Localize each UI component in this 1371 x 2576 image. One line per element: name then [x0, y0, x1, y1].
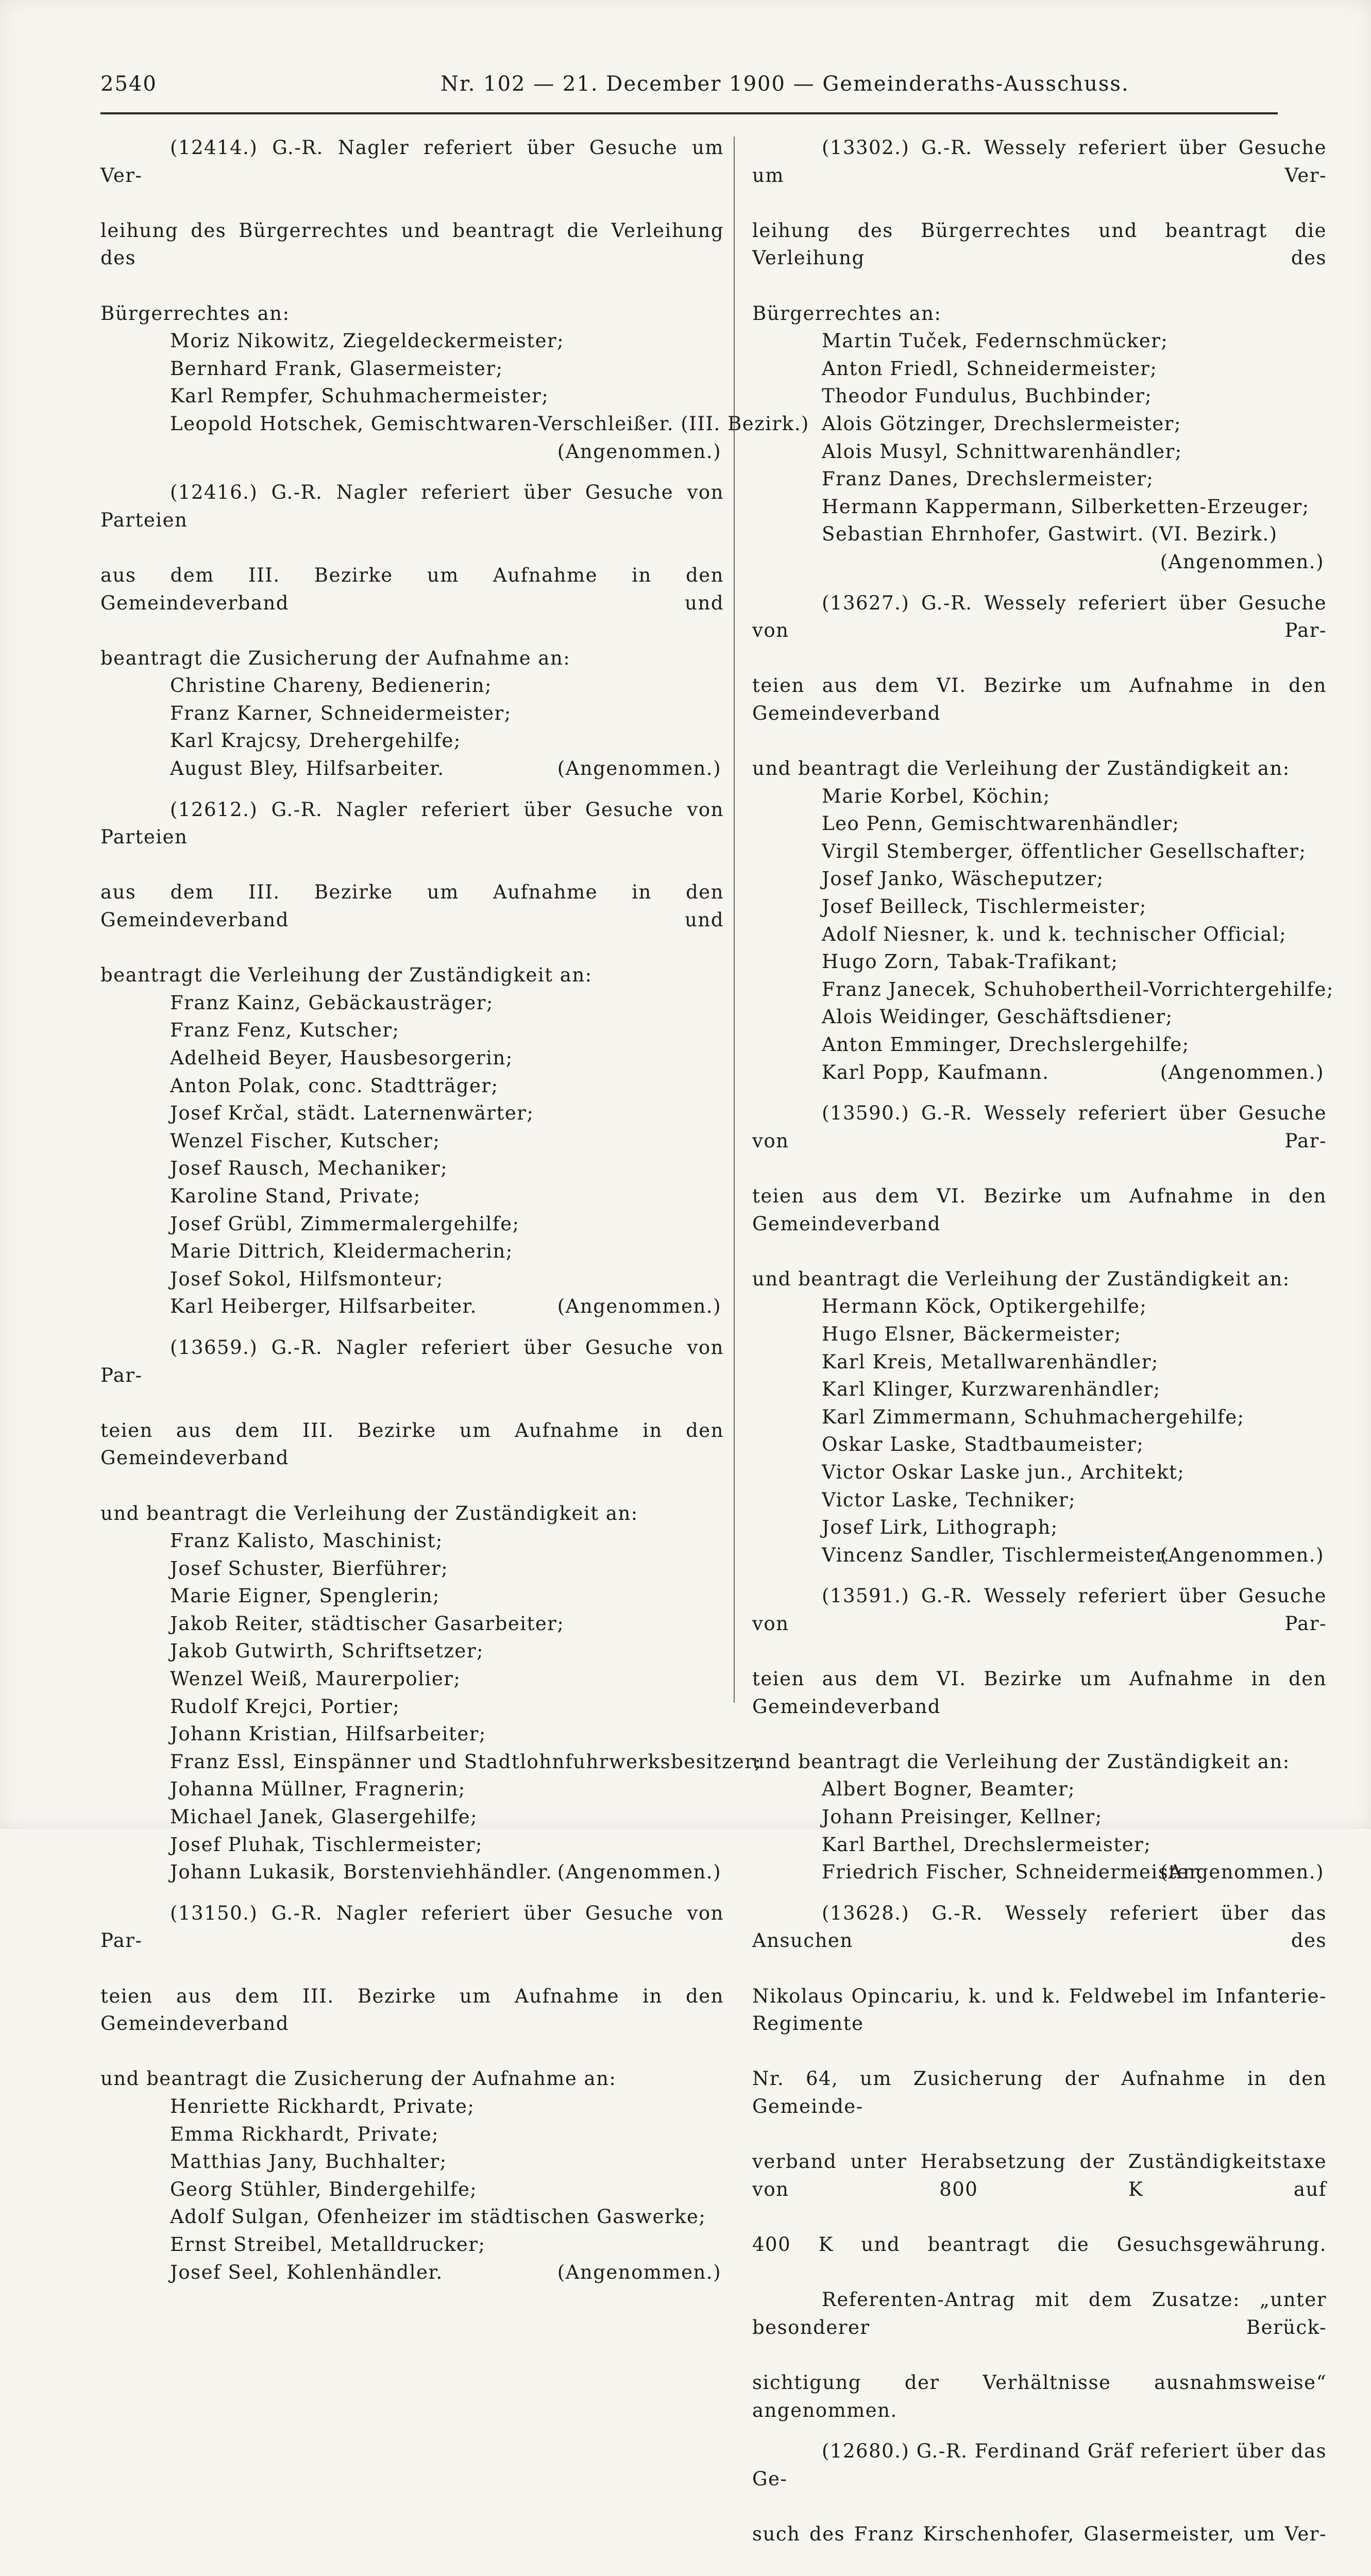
entry-text-line: (12416.) G.-R. Nagler referiert über Gesuche von Parteien: [100, 481, 724, 531]
applicant-name-text: Virgil Stemberger, öffentlicher Gesellschafter;: [822, 840, 1307, 862]
applicant-name: [752, 355, 1327, 383]
applicant-name-text: Martin Tuček, Federnschmücker;: [822, 330, 1169, 352]
entry-12416: [100, 479, 724, 796]
applicant-name: [752, 865, 1327, 893]
applicant-name: [752, 327, 1327, 355]
applicant-name: [100, 1044, 724, 1072]
applicant-name: [100, 1099, 724, 1127]
entry-12612: [100, 796, 724, 1334]
entry-text-line: (13150.) G.-R. Nagler referiert über Gesuche von Par-: [100, 1902, 724, 1952]
applicant-name: [100, 1693, 724, 1721]
entry-text-line: Bürgerrechtes an:: [752, 302, 942, 325]
applicant-name: [100, 1748, 762, 1776]
applicant-name: [100, 1127, 724, 1155]
applicant-name: [752, 1775, 1327, 1803]
applicant-name-text: Hermann Kappermann, Silberketten-Erzeuger;: [822, 495, 1310, 518]
entry-text-line: (13590.) G.-R. Wessely referiert über Gesuche von Par-: [752, 1102, 1327, 1152]
applicant-name: [100, 1831, 724, 1859]
applicant-name-text: Victor Laske, Techniker;: [822, 1488, 1076, 1511]
entry-text-line: beantragt die Verleihung der Zuständigkeit an:: [100, 964, 593, 987]
entry-text-line: teien aus dem VI. Bezirke um Aufnahme in den Gemeindeverband: [752, 674, 1327, 724]
applicant-name: [100, 1265, 724, 1293]
applicant-name-text: Karl Zimmermann, Schuhmachergehilfe;: [822, 1405, 1245, 1428]
applicant-name-text: Marie Korbel, Köchin;: [822, 785, 1051, 807]
applicant-name: [100, 1527, 724, 1555]
applicant-name: [100, 989, 724, 1017]
applicant-name: [752, 465, 1327, 493]
entry-text-line: Referenten-Antrag mit dem Zusatze: „unter besonderer Berück-: [752, 2289, 1327, 2338]
entry-text-line: und beantragt die Verleihung der Zuständigkeit an:: [752, 1750, 1290, 1773]
entry-text-line: und beantragt die Verleihung der Zuständigkeit an:: [752, 757, 1290, 780]
applicant-name-text: Alois Weidinger, Geschäftsdiener;: [822, 1006, 1173, 1028]
entry-text-line: aus dem III. Bezirke um Aufnahme in den Gemeindeverband und: [100, 564, 724, 614]
applicant-name: [100, 2148, 724, 2176]
applicant-name-text: Theodor Fundulus, Buchbinder;: [822, 385, 1153, 408]
applicant-name-text: Alois Musyl, Schnittwarenhändler;: [822, 440, 1182, 463]
entry-text-line: und beantragt die Zusicherung der Aufnahme an:: [100, 2067, 617, 2090]
applicant-name-text: Karl Popp, Kaufmann.: [822, 1061, 1050, 1083]
applicant-name: [100, 327, 724, 355]
applicant-name-text: Bernhard Frank, Glasermeister;: [170, 357, 503, 380]
applicant-name: [752, 1514, 1327, 1541]
applicant-name: [100, 672, 724, 700]
entry-text-line: (12680.) G.-R. Ferdinand Gräf referiert über das Ge-: [752, 2440, 1327, 2490]
applicant-name: [100, 1582, 724, 1610]
applicant-name: [752, 1803, 1327, 1831]
applicant-name-text: Karl Klinger, Kurzwarenhändler;: [822, 1378, 1161, 1401]
applicant-name-text: Henriette Rickhardt, Private;: [170, 2095, 475, 2117]
applicant-name-text: Hermann Köck, Optikergehilfe;: [822, 1295, 1147, 1318]
result-accepted: (Angenommen.): [557, 1861, 721, 1884]
applicant-name: [752, 1031, 1327, 1059]
applicant-name-text: Josef Pluhak, Tischlermeister;: [170, 1833, 483, 1856]
applicant-name-text: Karl Rempfer, Schuhmachermeister;: [170, 385, 549, 408]
applicant-name-text: Hugo Elsner, Bäckermeister;: [822, 1323, 1122, 1345]
page-header: [100, 72, 1275, 103]
applicant-name-text: Karoline Stand, Private;: [170, 1184, 421, 1207]
applicant-name: [752, 838, 1327, 866]
applicant-name: [100, 2093, 724, 2121]
entry-text-line: Nikolaus Opincariu, k. und k. Feldwebel im Infanterie-Regimente: [752, 1985, 1327, 2035]
applicant-name-text: Josef Rausch, Mechaniker;: [170, 1157, 448, 1180]
entry-text-line: und beantragt die Verleihung der Zuständigkeit an:: [752, 1267, 1290, 1290]
applicant-name-text: Jakob Gutwirth, Schriftsetzer;: [170, 1640, 484, 1663]
applicant-name: [752, 948, 1327, 976]
entry-text-line: (13659.) G.-R. Nagler referiert über Gesuche von Par-: [100, 1336, 724, 1386]
applicant-name: [100, 1293, 724, 1320]
applicant-name-text: Sebastian Ehrnhofer, Gastwirt. (VI. Bezirk.): [822, 523, 1278, 546]
applicant-name: [752, 921, 1327, 948]
applicant-name: [752, 410, 1327, 438]
entry-12414: [100, 134, 809, 479]
applicant-name-text: Karl Heiberger, Hilfsarbeiter.: [170, 1295, 477, 1318]
applicant-name-text: August Bley, Hilfsarbeiter.: [170, 757, 445, 780]
applicant-name-text: Josef Beilleck, Tischlermeister;: [822, 895, 1147, 918]
applicant-name-text: Franz Kalisto, Maschinist;: [170, 1530, 443, 1552]
applicant-name-text: Franz Fenz, Kutscher;: [170, 1019, 400, 1042]
header-rule: [100, 112, 1278, 114]
entry-text-line: Bürgerrechtes an:: [100, 302, 290, 325]
applicant-name-text: Franz Essl, Einspänner und Stadtlohnfuhrwerksbesitzer;: [170, 1750, 762, 1773]
applicant-name-text: Josef Lirk, Lithograph;: [822, 1516, 1058, 1539]
entry-text-line: (12414.) G.-R. Nagler referiert über Gesuche um Ver-: [100, 137, 724, 187]
entry-13627: [752, 589, 1334, 1100]
applicant-name-text: Vincenz Sandler, Tischlermeister.: [822, 1544, 1171, 1566]
entry-13659: [100, 1334, 762, 1900]
applicant-name: [100, 755, 724, 783]
applicant-name: [752, 1431, 1327, 1459]
applicant-name-text: Anton Friedl, Schneidermeister;: [822, 357, 1158, 380]
entry-gap: [752, 1886, 1327, 1900]
entry-text-line: beantragt die Zusicherung der Aufnahme an:: [100, 647, 571, 669]
applicant-name-text: Friedrich Fischer, Schneidermeister.: [822, 1861, 1204, 1884]
applicant-name-text: Matthias Jany, Buchhalter;: [170, 2150, 447, 2173]
applicant-name-text: Wenzel Fischer, Kutscher;: [170, 1129, 441, 1152]
entry-13591: [752, 1582, 1327, 1900]
entry-gap: [752, 1569, 1327, 1582]
entry-gap: [100, 1320, 724, 1334]
applicant-name-text: Karl Barthel, Drechslermeister;: [822, 1833, 1152, 1856]
entry-text-line: (13627.) G.-R. Wessely referiert über Gesuche von Par-: [752, 591, 1327, 642]
entry-text-line: und beantragt die Verleihung der Zuständigkeit an:: [100, 1502, 638, 1524]
entry-text-line: verband unter Herabsetzung der Zuständigkeitstaxe von 800 K auf: [752, 2150, 1327, 2200]
applicant-name: [752, 1003, 1327, 1031]
applicant-name: [100, 1555, 724, 1583]
result-accepted: (Angenommen.): [557, 757, 721, 780]
applicant-name-text: Franz Karner, Schneidermeister;: [170, 702, 512, 724]
applicant-name: [752, 783, 1327, 810]
applicant-name: [100, 700, 724, 727]
applicant-name-text: Leo Penn, Gemischtwarenhändler;: [822, 812, 1180, 835]
entry-text-line: (12612.) G.-R. Nagler referiert über Gesuche von Parteien: [100, 798, 724, 849]
applicant-name-text: Adelheid Beyer, Hausbesorgerin;: [170, 1047, 513, 1069]
applicant-name-text: Josef Grübl, Zimmermalergehilfe;: [170, 1212, 520, 1235]
applicant-name-text: Marie Eigner, Spenglerin;: [170, 1585, 441, 1607]
applicant-name: [752, 1293, 1327, 1320]
entry-text-line: (13591.) G.-R. Wessely referiert über Gesuche von Par-: [752, 1585, 1327, 1635]
entry-13590: [752, 1099, 1327, 1582]
entry-text-line: such des Franz Kirschenhofer, Glasermeister, um Ver-: [752, 2522, 1327, 2545]
applicant-name-text: Franz Kainz, Gebäckausträger;: [170, 991, 494, 1014]
applicant-name-text: Anton Emminger, Drechslergehilfe;: [822, 1033, 1190, 1056]
applicant-name: [100, 2176, 724, 2204]
applicant-name-text: Alois Götzinger, Drechslermeister;: [822, 412, 1181, 435]
applicant-name: [100, 410, 809, 438]
entry-gap: [100, 783, 724, 796]
left-column: [100, 134, 809, 2299]
result-accepted: (Angenommen.): [557, 2261, 721, 2283]
entry-text-line: sichtigung der Verhältnisse ausnahmsweise“ angenommen.: [752, 2371, 1327, 2421]
entry-13628: [752, 1900, 1327, 2437]
entry-13150: [100, 1900, 724, 2299]
applicant-name: [100, 1210, 724, 1238]
entry-12680: [752, 2437, 1327, 2576]
applicant-name-text: Jakob Reiter, städtischer Gasarbeiter;: [170, 1612, 565, 1635]
entry-text-line: teien aus dem VI. Bezirke um Aufnahme in den Gemeindeverband: [752, 1184, 1327, 1235]
applicant-name: [100, 2203, 724, 2231]
result-accepted: (Angenommen.): [1160, 550, 1324, 573]
applicant-name: [752, 1858, 1327, 1886]
applicant-name: [752, 1059, 1327, 1087]
applicant-name-text: Karl Krajcsy, Drehergehilfe;: [170, 730, 461, 752]
applicant-name: [100, 2259, 724, 2286]
applicant-name: [752, 976, 1334, 1004]
applicant-name: [752, 382, 1327, 410]
applicant-name: [752, 1376, 1327, 1403]
applicant-name: [100, 1803, 724, 1831]
entry-gap: [100, 2286, 724, 2299]
entry-text-line: teien aus dem III. Bezirke um Aufnahme in den Gemeindeverband: [100, 1419, 724, 1469]
applicant-name-text: Adolf Sulgan, Ofenheizer im städtischen Gaswerke;: [170, 2206, 706, 2228]
applicant-name-text: Franz Janecek, Schuhobertheil-Vorrichtergehilfe;: [822, 978, 1334, 1001]
applicant-name: [100, 727, 724, 755]
result-accepted: (Angenommen.): [557, 1295, 721, 1318]
applicant-name: [100, 1155, 724, 1182]
applicant-name-text: Michael Janek, Glasergehilfe;: [170, 1806, 478, 1828]
applicant-name-text: Josef Janko, Wäscheputzer;: [822, 868, 1104, 890]
applicant-name: [100, 1016, 724, 1044]
entry-gap: [752, 576, 1327, 589]
applicant-name-text: Josef Seel, Kohlenhändler.: [170, 2261, 443, 2283]
entry-text-line: (13628.) G.-R. Wessely referiert über das Ansuchen des: [752, 1902, 1327, 1952]
applicant-name: [752, 438, 1327, 466]
applicant-name-text: Emma Rickhardt, Private;: [170, 2123, 439, 2145]
applicant-name: [752, 1486, 1327, 1514]
applicant-name-text: Johann Kristian, Hilfsarbeiter;: [170, 1723, 486, 1745]
applicant-name: [752, 1459, 1327, 1486]
applicant-name-text: Johann Preisinger, Kellner;: [822, 1806, 1103, 1828]
applicant-name-text: Ernst Streibel, Metalldrucker;: [170, 2233, 486, 2256]
right-column: [752, 134, 1334, 2576]
entry-13302: [752, 134, 1327, 589]
applicant-name: [100, 382, 724, 410]
applicant-name-text: Leopold Hotschek, Gemischtwaren-Verschleißer. (III. Bezirk.): [170, 412, 809, 435]
applicant-name-text: Rudolf Krejci, Portier;: [170, 1695, 400, 1718]
applicant-name-text: Wenzel Weiß, Maurerpolier;: [170, 1668, 461, 1690]
applicant-name: [100, 1637, 724, 1665]
applicant-name: [100, 1720, 724, 1748]
applicant-name: [752, 1403, 1327, 1431]
entry-gap: [100, 465, 724, 479]
applicant-name: [100, 1182, 724, 1210]
applicant-name: [100, 355, 724, 383]
result-accepted: (Angenommen.): [557, 440, 721, 463]
applicant-name-text: Georg Stühler, Bindergehilfe;: [170, 2178, 478, 2200]
applicant-name: [752, 520, 1327, 548]
applicant-name: [752, 810, 1327, 838]
page-title: Nr. 102 — 21. December 1900 — Gemeinderaths-Ausschuss.: [441, 72, 1129, 96]
result-accepted: (Angenommen.): [1160, 1861, 1324, 1884]
applicant-name-text: Hugo Zorn, Tabak-Trafikant;: [822, 951, 1119, 973]
entry-text-line: Nr. 64, um Zusicherung der Aufnahme in den Gemeinde-: [752, 2067, 1327, 2117]
applicant-name: [100, 2121, 724, 2148]
applicant-name-text: Christine Chareny, Bedienerin;: [170, 674, 493, 697]
applicant-name: [100, 1775, 724, 1803]
applicant-name-text: Josef Sokol, Hilfsmonteur;: [170, 1267, 444, 1290]
applicant-name-text: Oskar Laske, Stadtbaumeister;: [822, 1433, 1144, 1456]
entry-text-line: teien aus dem VI. Bezirke um Aufnahme in den Gemeindeverband: [752, 1668, 1327, 1718]
applicant-name-text: Moriz Nikowitz, Ziegeldeckermeister;: [170, 330, 565, 352]
applicant-name: [752, 493, 1327, 521]
applicant-name: [100, 2231, 724, 2259]
applicant-name-text: Josef Krčal, städt. Laternenwärter;: [170, 1102, 534, 1125]
page-number: 2540: [100, 72, 157, 96]
applicant-name-text: Johann Lukasik, Borstenviehhändler.: [170, 1861, 553, 1884]
applicant-name: [752, 1541, 1327, 1569]
applicant-name: [100, 1665, 724, 1693]
applicant-name-text: Victor Oskar Laske jun., Architekt;: [822, 1461, 1185, 1483]
entry-text-line: aus dem III. Bezirke um Aufnahme in den Gemeindeverband und: [100, 881, 724, 931]
column-divider: [734, 137, 735, 1703]
applicant-name-text: Albert Bogner, Beamter;: [822, 1778, 1076, 1801]
applicant-name-text: Franz Danes, Drechslermeister;: [822, 468, 1154, 490]
result-accepted: (Angenommen.): [1160, 1544, 1324, 1566]
entry-gap: [100, 1886, 724, 1900]
entry-gap: [752, 2424, 1327, 2437]
entry-text-line: leihung des Bürgerrechtes und beantragt die Verleihung des: [100, 219, 724, 269]
applicant-name-text: Karl Kreis, Metallwarenhändler;: [822, 1350, 1159, 1373]
applicant-name: [752, 893, 1327, 921]
applicant-name-text: Josef Schuster, Bierführer;: [170, 1557, 449, 1580]
applicant-name: [100, 1858, 724, 1886]
applicant-name-text: Marie Dittrich, Kleidermacherin;: [170, 1240, 513, 1263]
applicant-name: [752, 1320, 1327, 1348]
entry-text-line: (13302.) G.-R. Wessely referiert über Gesuche um Ver-: [752, 137, 1327, 187]
entry-text-line: teien aus dem III. Bezirke um Aufnahme in den Gemeindeverband: [100, 1985, 724, 2035]
applicant-name: [752, 1831, 1327, 1859]
entry-text-line: 400 K und beantragt die Gesuchsgewährung.: [752, 2233, 1327, 2256]
applicant-name: [100, 1238, 724, 1265]
result-accepted: (Angenommen.): [1160, 1061, 1324, 1083]
applicant-name-text: Johanna Müllner, Fragnerin;: [170, 1778, 466, 1801]
entry-text-line: leihung des Bürgerrechtes und beantragt die Verleihung des: [752, 219, 1327, 269]
applicant-name-text: Adolf Niesner, k. und k. technischer Official;: [822, 923, 1287, 945]
entry-gap: [752, 1086, 1327, 1099]
applicant-name: [752, 1348, 1327, 1376]
applicant-name: [100, 1610, 724, 1638]
applicant-name: [100, 1072, 724, 1100]
applicant-name-text: Anton Polak, conc. Stadtträger;: [170, 1074, 499, 1097]
